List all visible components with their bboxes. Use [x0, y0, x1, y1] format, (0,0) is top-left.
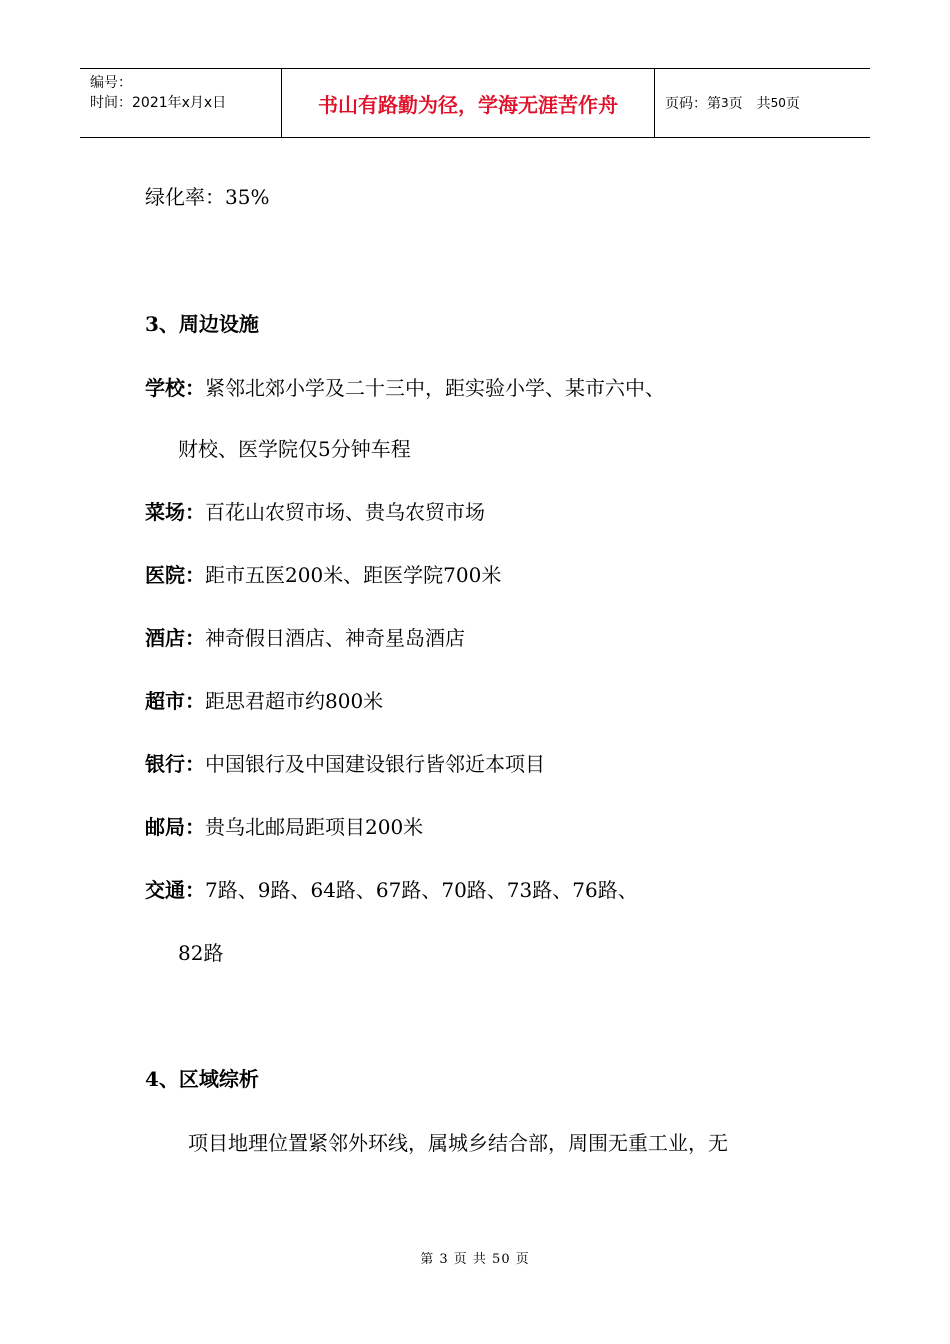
school-label: 学校： — [145, 376, 205, 400]
traffic-line — [145, 874, 638, 903]
hospital-label: 医院： — [145, 563, 205, 587]
school-line — [145, 372, 665, 401]
bank-text: 中国银行及中国建设银行皆邻近本项目 — [205, 752, 545, 776]
page-suffix: 页 — [785, 96, 800, 112]
page-header — [80, 68, 870, 138]
market-label: 菜场： — [145, 500, 205, 524]
page-prefix: 页码：第 — [665, 96, 721, 112]
document-number: 编号： — [90, 75, 132, 91]
hospital-line — [145, 559, 501, 588]
school-line-continued: 财校、医学院仅5分钟车程 — [178, 437, 411, 461]
page-number: 3 — [721, 96, 729, 110]
traffic-text: 7路、9路、64路、67路、70路、73路、76路、 — [205, 878, 638, 902]
header-meta — [80, 69, 282, 137]
page-footer: 第 3 页 共 50 页 — [420, 1252, 530, 1267]
hotel-label: 酒店： — [145, 626, 205, 650]
section-4-paragraph: 项目地理位置紧邻外环线，属城乡结合部，周围无重工业，无 — [188, 1131, 728, 1155]
supermarket-line — [145, 685, 383, 714]
page-total: 50 — [770, 96, 786, 110]
page-mid: 页 共 — [728, 96, 771, 112]
post-text: 贵乌北邮局距项目200米 — [205, 815, 424, 839]
supermarket-label: 超市： — [145, 689, 205, 713]
school-text: 紧邻北郊小学及二十三中，距实验小学、某市六中、 — [205, 376, 665, 400]
hotel-text: 神奇假日酒店、神奇星岛酒店 — [205, 626, 465, 650]
header-motto: 书山有路勤为径，学海无涯苦作舟 — [282, 69, 655, 137]
document-date: 时间：2021年x月x日 — [90, 95, 227, 111]
section-4-title: 4、区域综析 — [145, 1067, 259, 1091]
post-label: 邮局： — [145, 815, 205, 839]
traffic-label: 交通： — [145, 878, 205, 902]
hospital-text: 距市五医200米、距医学院700米 — [205, 563, 502, 587]
market-text: 百花山农贸市场、贵乌农贸市场 — [205, 500, 485, 524]
supermarket-text: 距思君超市约800米 — [205, 689, 384, 713]
section-3-title: 3、周边设施 — [145, 312, 259, 336]
bank-label: 银行： — [145, 752, 205, 776]
post-line — [145, 811, 423, 840]
traffic-line-continued: 82路 — [178, 941, 224, 965]
green-rate-line: 绿化率：35% — [145, 185, 270, 209]
bank-line — [145, 748, 545, 777]
market-line — [145, 496, 485, 525]
header-page-info — [655, 69, 870, 137]
hotel-line — [145, 622, 465, 651]
